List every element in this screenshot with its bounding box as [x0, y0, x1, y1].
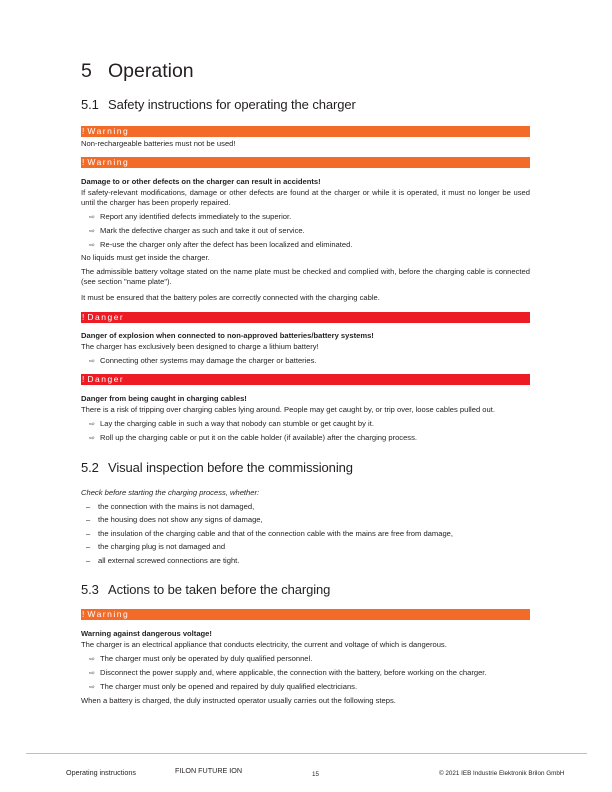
section-title-5-1 [81, 97, 356, 112]
danger-heading: Danger of explosion when connected to non-approved batteries/battery systems! [81, 331, 374, 340]
arrow-right-icon: ⇨ [89, 435, 95, 442]
list-item [89, 240, 352, 251]
section-title-text: Actions to be taken before the charging [108, 582, 331, 597]
dash-icon: – [86, 515, 91, 524]
exclamation-icon: ! [82, 312, 85, 322]
danger-heading: Danger from being caught in charging cables! [81, 394, 247, 403]
exclamation-icon: ! [82, 609, 85, 619]
exclamation-icon: ! [82, 157, 85, 167]
banner-label: Danger [87, 374, 125, 384]
arrow-right-icon: ⇨ [89, 684, 95, 691]
list-item-text: Disconnect the power supply and, where applicable, the connection with the battery, before working on the charger. [100, 668, 487, 677]
list-item-text: Lay the charging cable in such a way that nobody can stumble or get caught by it. [100, 419, 374, 428]
list-item [89, 654, 312, 665]
arrow-right-icon: ⇨ [89, 358, 95, 365]
list-item [86, 556, 239, 566]
banner-label: Warning [87, 157, 130, 167]
list-item-text: Report any identified defects immediately to the superior. [100, 212, 292, 221]
section-title-text: Safety instructions for operating the charger [108, 97, 356, 112]
footer-divider [26, 753, 587, 754]
warning-heading: Damage to or other defects on the charger can result in accidents! [81, 177, 321, 186]
body-text: The admissible battery voltage stated on the name plate must be checked and complied with, before the charging cable is connected (see section "name plate"). [81, 267, 530, 286]
list-item-text: the charging plug is not damaged and [98, 542, 226, 551]
warning-heading: Warning against dangerous voltage! [81, 629, 212, 638]
section-title-text: Visual inspection before the commissioning [108, 460, 353, 475]
list-item-text: Mark the defective charger as such and take it out of service. [100, 226, 305, 235]
chapter-number: 5 [81, 60, 92, 82]
danger-text: The charger has exclusively been designed to charge a lithium battery! [81, 342, 319, 351]
list-item-text: the insulation of the charging cable and that of the connection cable with the mains are free from damage, [98, 529, 454, 538]
list-item [86, 529, 453, 539]
dash-icon: – [86, 502, 91, 511]
list-item-text: Roll up the charging cable or put it on the cable holder (if available) after the charging process. [100, 433, 418, 442]
list-item [86, 502, 254, 512]
list-item-text: the housing does not show any signs of damage, [98, 515, 263, 524]
footer-doc-type: Operating instructions [66, 768, 136, 777]
page-number: 15 [312, 771, 320, 778]
list-item [86, 542, 225, 552]
arrow-right-icon: ⇨ [89, 670, 95, 677]
list-item [89, 356, 317, 367]
body-text: When a battery is charged, the duly instructed operator usually carries out the following steps. [81, 696, 396, 705]
list-item [86, 515, 263, 525]
section-title-5-3 [81, 582, 330, 597]
exclamation-icon: ! [82, 126, 85, 136]
banner-label: Warning [87, 126, 130, 136]
dash-icon: – [86, 542, 91, 551]
warning-body: If safety-relevant modifications, damage or other defects are found at the charger or while it is operated, it must no longer be used until the charger has been properly repaired. [81, 188, 530, 207]
list-item [89, 226, 305, 237]
list-item [89, 419, 374, 430]
dash-icon: – [86, 556, 91, 565]
warning-text: Non-rechargeable batteries must not be used! [81, 139, 236, 148]
footer-copyright: © 2021 IEB Industrie Elektronik Brilon GmbH [439, 770, 565, 777]
section-number: 5.2 [81, 460, 99, 475]
warning-banner [81, 609, 530, 620]
arrow-right-icon: ⇨ [89, 421, 95, 428]
section-title-5-2 [81, 460, 353, 475]
body-text: It must be ensured that the battery poles are correctly connected with the charging cable. [81, 293, 380, 302]
danger-text: There is a risk of tripping over charging cables lying around. People may get caught by, or trip over, loose cables pulled out. [81, 405, 495, 414]
list-item-text: all external screwed connections are tight. [98, 556, 240, 565]
warning-banner [81, 126, 530, 137]
body-text: No liquids must get inside the charger. [81, 253, 210, 262]
arrow-right-icon: ⇨ [89, 214, 95, 221]
danger-banner [81, 312, 530, 323]
inspection-intro: Check before starting the charging process, whether: [81, 488, 260, 497]
exclamation-icon: ! [82, 374, 85, 384]
list-item [89, 433, 417, 444]
list-item [89, 682, 357, 693]
warning-text: The charger is an electrical appliance that conducts electricity, the current and voltage of which is dangerous. [81, 640, 447, 649]
list-item-text: Connecting other systems may damage the charger or batteries. [100, 356, 317, 365]
list-item-text: The charger must only be opened and repaired by duly qualified electricians. [100, 682, 358, 691]
section-number: 5.1 [81, 97, 99, 112]
list-item-text: Re-use the charger only after the defect has been localized and eliminated. [100, 240, 353, 249]
arrow-right-icon: ⇨ [89, 656, 95, 663]
list-item-text: The charger must only be operated by duly qualified personnel. [100, 654, 313, 663]
footer-product: FILON FUTURE ION [175, 766, 243, 775]
list-item [89, 212, 291, 223]
dash-icon: – [86, 529, 91, 538]
list-item [89, 668, 487, 679]
banner-label: Danger [87, 312, 125, 322]
banner-label: Warning [87, 609, 130, 619]
arrow-right-icon: ⇨ [89, 228, 95, 235]
warning-banner [81, 157, 530, 168]
chapter-title-text: Operation [108, 60, 194, 82]
section-number: 5.3 [81, 582, 99, 597]
chapter-title [81, 60, 194, 83]
danger-banner [81, 374, 530, 385]
arrow-right-icon: ⇨ [89, 242, 95, 249]
list-item-text: the connection with the mains is not damaged, [98, 502, 255, 511]
